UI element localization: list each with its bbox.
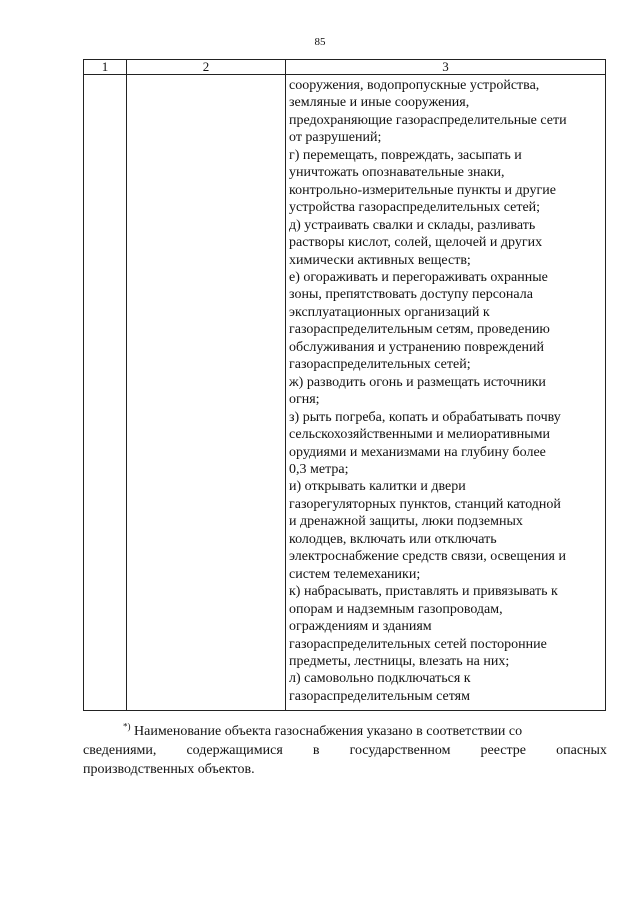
text-line: огня; — [289, 392, 320, 408]
text-line: растворы кислот, солей, щелочей и других — [289, 235, 543, 251]
footnote-word: реестре — [480, 743, 527, 758]
footnote-line-2 — [83, 741, 607, 760]
text-line: и дренажной защиты, люки подземных — [289, 514, 523, 530]
text-line: газораспределительным сетям, проведению — [289, 322, 550, 338]
text-line: электроснабжение средств связи, освещения и — [289, 549, 566, 565]
text-line: д) устраивать свалки и склады, разливать — [289, 217, 536, 233]
text-line: газорегуляторных пунктов, станций катодной — [289, 496, 561, 512]
text-line: газораспределительных сетей; — [289, 357, 471, 373]
text-line: газораспределительным сетям — [289, 688, 470, 704]
text-line: сооружения, водопропускные устройства, — [289, 78, 540, 93]
footnote-word: опасных — [556, 743, 607, 758]
text-line: эксплуатационных организаций к — [289, 304, 490, 320]
text-line: и) открывать калитки и двери — [289, 479, 466, 495]
footnote-word: в — [312, 743, 320, 758]
text-line: устройства газораспределительных сетей; — [289, 200, 541, 216]
table-cell-col2 — [127, 75, 286, 711]
text-line: 0,3 метра; — [289, 461, 349, 477]
text-line: уничтожать опознавательные знаки, — [289, 165, 505, 181]
text-line: ограждениям и зданиям — [289, 619, 432, 635]
text-line: обслуживания и устранению повреждений — [289, 339, 545, 355]
table-cell-col3 — [286, 75, 606, 711]
footnote-word: сведениями, — [83, 743, 157, 758]
column-header-1: 1 — [84, 60, 127, 75]
text-line: опорам и надземным газопроводам, — [289, 601, 503, 617]
footnote-line-3: производственных объектов. — [83, 762, 255, 777]
footnote — [83, 722, 607, 779]
text-line: от разрушений; — [289, 130, 382, 146]
text-line: к) набрасывать, приставлять и привязывать к — [289, 584, 558, 600]
text-line: колодцев, включать или отключать — [289, 531, 497, 547]
footnote-line-1 — [83, 722, 607, 741]
table-cell-col1 — [84, 75, 127, 711]
text-line: е) огораживать и перегораживать охранные — [289, 269, 548, 285]
text-line: систем телемеханики; — [289, 566, 421, 582]
text-line: сельскохозяйственными и мелиоративными — [289, 427, 551, 443]
table-row — [84, 75, 606, 711]
text-line: предохраняющие газораспределительные сети — [289, 112, 567, 128]
text-line: предметы, лестницы, влезать на них; — [289, 653, 510, 669]
page-number: 85 — [314, 36, 326, 48]
text-line: л) самовольно подключаться к — [289, 671, 471, 687]
footnote-word: содержащимися — [186, 743, 283, 758]
text-line: газораспределительных сетей посторонние — [289, 636, 547, 652]
text-line: г) перемещать, повреждать, засыпать и — [289, 147, 522, 163]
column-header-2: 2 — [127, 60, 286, 75]
text-line: контрольно-измерительные пункты и другие — [289, 182, 556, 198]
requirements-text — [289, 77, 601, 705]
text-line: ж) разводить огонь и размещать источники — [289, 374, 546, 390]
footnote-mark: *) — [123, 721, 131, 732]
table-header-row — [84, 60, 606, 75]
text-line: земляные и иные сооружения, — [289, 95, 470, 111]
text-line: зоны, препятствовать доступу персонала — [289, 287, 533, 303]
document-table — [83, 59, 606, 711]
text-line: орудиями и механизмами на глубину более — [289, 444, 546, 460]
text-line: з) рыть погреба, копать и обрабатывать почву — [289, 409, 561, 425]
text-line: химически активных веществ; — [289, 252, 471, 268]
column-header-3: 3 — [286, 60, 606, 75]
footnote-word: государственном — [349, 743, 451, 758]
footnote-text-start: Наименование объекта газоснабжения указано в соответствии со — [134, 724, 523, 739]
